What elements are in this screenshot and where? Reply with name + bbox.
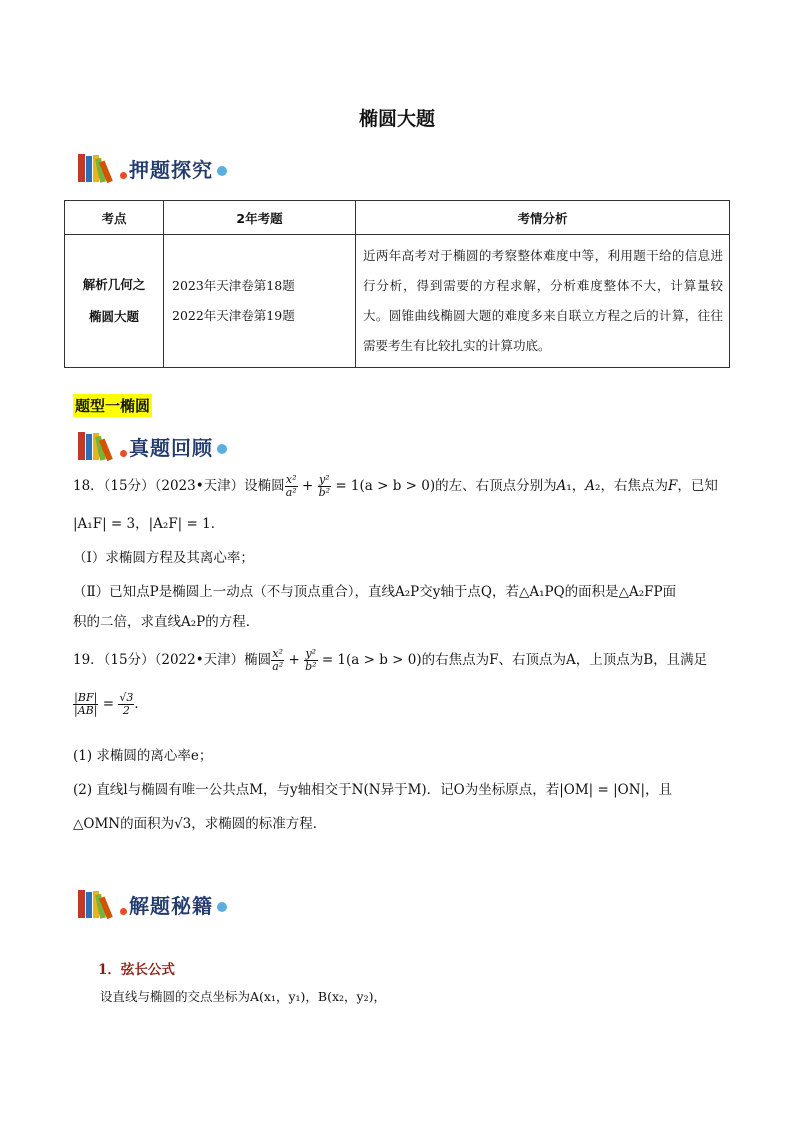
fraction: $\frac{|BF|}{|AB|}$ (74, 691, 98, 717)
fraction: $\frac{\text{y²}}{\text{b²}}$ (305, 647, 317, 673)
years-cell (164, 235, 356, 368)
year-item: 2023年天津卷第18题 (172, 278, 295, 293)
year-item: 2022年天津卷第19题 (172, 308, 295, 323)
question-19-line1: 19．（15分）（2022•天津）椭圆 $\frac{\text{x²}}{\text{a²}}$ + $\frac{\text{y²}}{\text{b²}}$ = 1(a > b > 0)的右焦点为F、右顶点为A，上顶点为B，且满足 (73, 647, 708, 673)
q19-prefix: 19．（15分）（2022•天津）椭圆 (73, 652, 272, 668)
q18-mid: ，右焦点为 (600, 478, 668, 494)
chord-length-text: 设直线与椭圆的交点坐标为A(x₁，y₁)，B(x₂，y₂)， (100, 989, 386, 1004)
dot-icon (217, 444, 227, 454)
section-header-review (76, 426, 227, 466)
exam-analysis-table (64, 200, 730, 368)
question-type-tag: 题型一椭圆 (73, 394, 152, 417)
dot-icon (120, 450, 127, 457)
question-18-line1: 18．（15分）（2023•天津）设椭圆 $\frac{\text{x²}}{\text{a²}}$ + $\frac{\text{y²}}{\text{b²}}$ = 1(a > b > 0)的左、右顶点分别为A₁，A₂，右焦点为F，已知 (73, 473, 718, 499)
section-header-explore (76, 148, 227, 188)
question-19-part2-cont: △OMN的面积为√3，求椭圆的标准方程． (73, 816, 327, 832)
table-header: 考点 (65, 201, 164, 235)
question-18-part2-cont: 积的二倍，求直线A₂P的方程． (73, 614, 260, 630)
fraction: $\frac{√3}{2}$ (119, 691, 134, 717)
dot-icon (217, 166, 227, 176)
section-header-secrets (76, 884, 227, 924)
topic-cell (65, 235, 164, 368)
table-row (65, 235, 730, 368)
books-icon (76, 888, 118, 920)
section-title: 押题探究 (129, 157, 213, 182)
fraction: $\frac{\text{y²}}{\text{b²}}$ (318, 473, 331, 499)
question-18-part2: （Ⅱ）已知点P是椭圆上一动点（不与顶点重合），直线A₂P交y轴于点Q，若△A₁PQ的面积是△A₂FP面 (73, 584, 677, 600)
q18-condition: = 1(a > b > 0)的左、右顶点分别为 (335, 478, 557, 494)
table-header-row (65, 201, 730, 235)
page-title: 椭圆大题 (358, 108, 435, 130)
table-header: 2年考题 (164, 201, 356, 235)
topic-line: 椭圆大题 (88, 309, 139, 324)
q18-prefix: 18．（15分）（2023•天津）设椭圆 (73, 478, 285, 494)
question-19-part1: (1) 求椭圆的离心率e； (73, 748, 213, 764)
topic-line: 解析几何之 (82, 277, 146, 292)
dot-icon (120, 172, 127, 179)
q19-eq-tail: ． (134, 696, 148, 712)
dot-icon (120, 908, 127, 915)
books-icon (76, 430, 118, 462)
chord-length-heading: 1．弦长公式 (98, 962, 175, 978)
question-18-part1: （Ⅰ）求椭圆方程及其离心率； (73, 550, 254, 566)
books-icon (76, 152, 118, 184)
dot-icon (217, 902, 227, 912)
section-title: 真题回顾 (129, 435, 213, 460)
q19-condition: = 1(a > b > 0)的右焦点为F、右顶点为A，上顶点为B，且满足 (321, 652, 708, 668)
analysis-cell: 近两年高考对于椭圆的考察整体难度中等，利用题干给的信息进行分析，得到需要的方程求解，分析难度整体不大，计算量较大。圆锥曲线椭圆大题的难度多来自联立方程之后的计算，往往需要考生有比较扎实的计算功底。 (356, 235, 730, 368)
section-title: 解题秘籍 (129, 893, 213, 918)
question-19-equation: $\frac{|BF|}{|AB|}$ = $\frac{√3}{2}$ ． (74, 691, 148, 717)
table-header: 考情分析 (356, 201, 730, 235)
fraction: $\frac{\text{x²}}{\text{a²}}$ (272, 647, 284, 673)
question-18-line2: |A₁F| = 3，|A₂F| = 1． (73, 516, 225, 532)
fraction: $\frac{\text{x²}}{\text{a²}}$ (285, 473, 297, 499)
question-19-part2: (2) 直线l与椭圆有唯一公共点M，与y轴相交于N(N异于M)．记O为坐标原点，若|OM| = |ON|，且 (73, 782, 673, 798)
q18-tail: ，已知 (677, 478, 718, 494)
